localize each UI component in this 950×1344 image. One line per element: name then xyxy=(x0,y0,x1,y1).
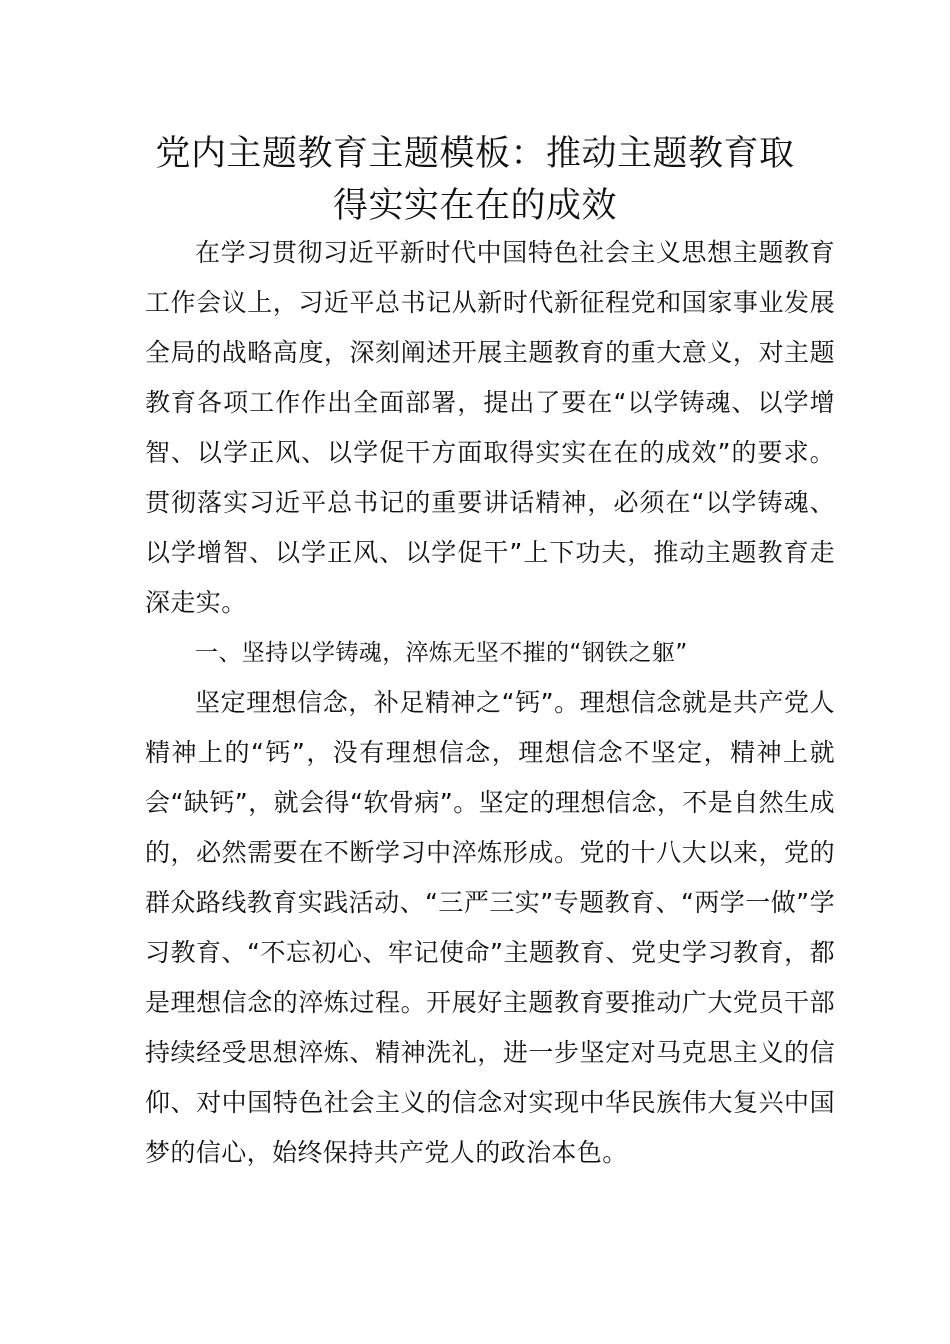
intro-paragraph: 在学习贯彻习近平新时代中国特色社会主义思想主题教育工作会议上，习近平总书记从新时代新征程党和国家事业发展全局的战略高度，深刻阐述开展主题教育的重大意义，对主题教育各项工作作出全面部署，提出了要在“以学铸魂、以学增智、以学正风、以学促干方面取得实实在在的成效”的要求。贯彻落实习近平总书记的重要讲话精神，必须在“以学铸魂、以学增智、以学正风、以学促干”上下功夫，推动主题教育走深走实。 xyxy=(145,238,835,617)
section-paragraph: 坚定理想信念，补足精神之“钙”。理想信念就是共产党人精神上的“钙”，没有理想信念，理想信念不坚定，精神上就会“缺钙”，就会得“软骨病”。坚定的理想信念，不是自然生成的，必然需要在不断学习中淬炼形成。党的十八大以来，党的群众路线教育实践活动、“三严三实”专题教育、“两学一做”学习教育、“不忘初心、牢记使命”主题教育、党史学习教育，都是理想信念的淬炼过程。开展好主题教育要推动广大党员干部持续经受思想淬炼、精神洗礼，进一步坚定对马克思主义的信仰、对中国特色社会主义的信念对实现中华民族伟大复兴中国梦的信心，始终保持共产党人的政治本色。 xyxy=(145,688,835,1167)
section-heading: 一、坚持以学铸魂，淬炼无坚不摧的“钢铁之躯” xyxy=(195,640,688,666)
document-title: 党内主题教育主题模板：推动主题教育取得实实在在的成效 xyxy=(155,134,795,226)
document-body xyxy=(145,228,835,1178)
